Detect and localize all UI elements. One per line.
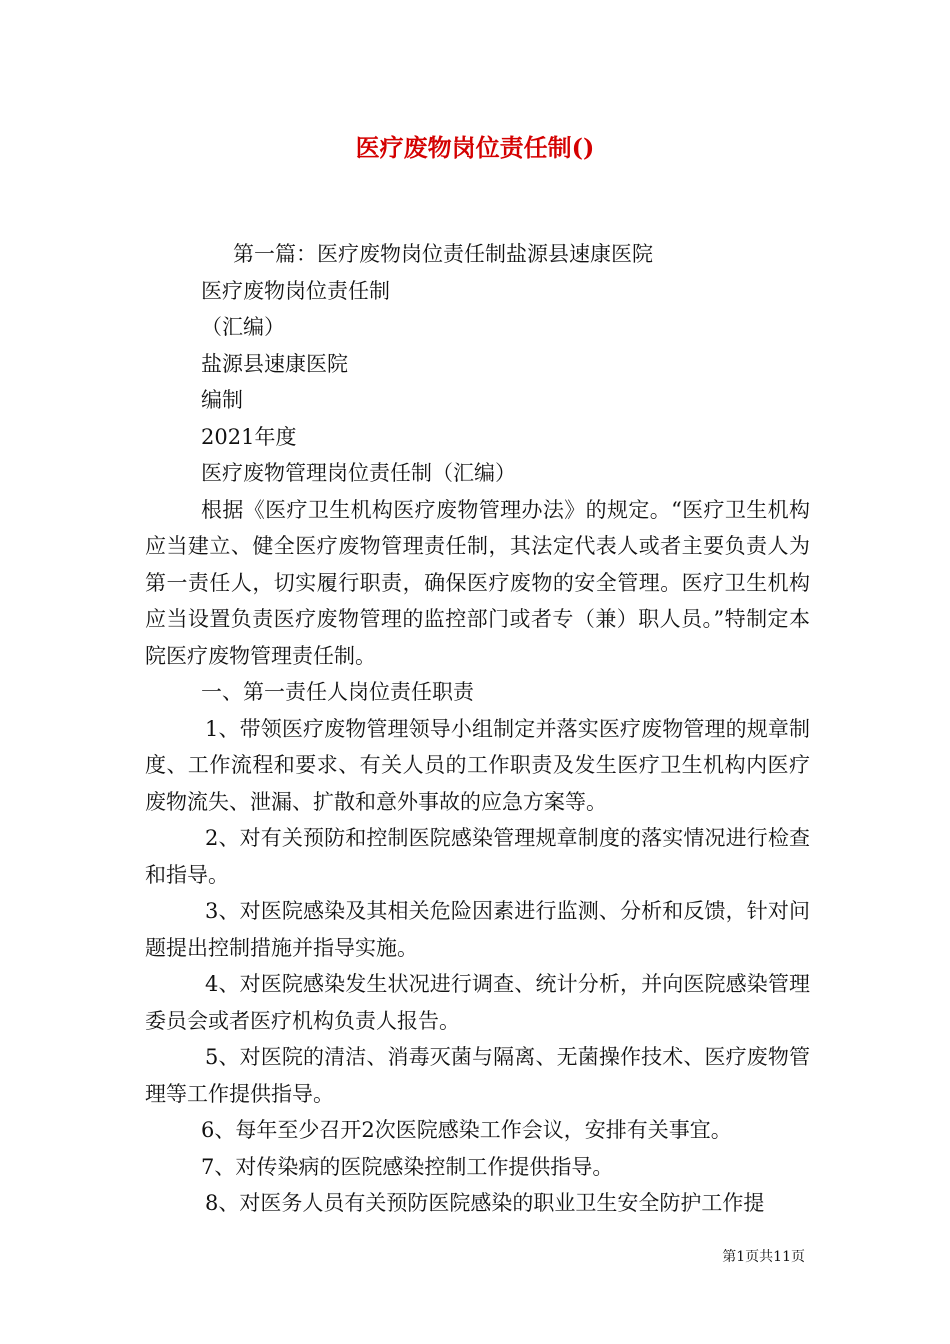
heading-first-responsible: 一、第一责任人岗位责任职责 — [201, 680, 474, 704]
list-item-6: 6、每年至少召开2次医院感染工作会议，安排有关事宜。 — [201, 1118, 732, 1142]
line-doc-name: 医疗废物岗位责任制 — [201, 278, 390, 303]
list-item-7: 7、对传染病的医院感染控制工作提供指导。 — [201, 1154, 614, 1179]
list-item-2: 2、对有关预防和控制医院感染管理规章制度的落实情况进行检查和指导。 — [145, 826, 810, 887]
document-body — [145, 236, 810, 1222]
document-title: 医疗废物岗位责任制() — [355, 133, 595, 162]
line-compiled: 编制 — [201, 388, 243, 412]
paragraph-intro: 根据《医疗卫生机构医疗废物管理办法》的规定。“医疗卫生机构应当建立、健全医疗废物管理责任制，其法定代表人或者主要负责人为第一责任人，切实履行职责，确保医疗废物的安全管理。医疗卫生机构应当设置负责医疗废物管理的监控部门或者专（兼）职人员。”特制定本院医疗废物管理责任制。 — [145, 497, 810, 668]
list-item-3: 3、对医院感染及其相关危险因素进行监测、分析和反馈，针对问题提出控制措施并指导实施。 — [145, 899, 810, 960]
line-compilation: （汇编） — [201, 315, 285, 339]
line-subtitle: 医疗废物管理岗位责任制（汇编） — [201, 461, 516, 485]
line-hospital: 盐源县速康医院 — [201, 351, 348, 376]
list-item-4: 4、对医院感染发生状况进行调查、统计分析，并向医院感染管理委员会或者医疗机构负责人报告。 — [145, 972, 810, 1033]
list-item-5: 5、对医院的清洁、消毒灭菌与隔离、无菌操作技术、医疗废物管理等工作提供指导。 — [145, 1045, 810, 1106]
list-item-1: 1、带领医疗废物管理领导小组制定并落实医疗废物管理的规章制度、工作流程和要求、有关人员的工作职责及发生医疗卫生机构内医疗废物流失、泄漏、扩散和意外事故的应急方案等。 — [145, 716, 810, 814]
list-item-8: 8、对医务人员有关预防医院感染的职业卫生安全防护工作提 — [205, 1191, 765, 1215]
line-year: 2021年度 — [201, 424, 297, 449]
page-number: 第1页共11页 — [722, 1249, 805, 1265]
line-section-heading: 第一篇：医疗废物岗位责任制盐源县速康医院 — [233, 242, 653, 266]
